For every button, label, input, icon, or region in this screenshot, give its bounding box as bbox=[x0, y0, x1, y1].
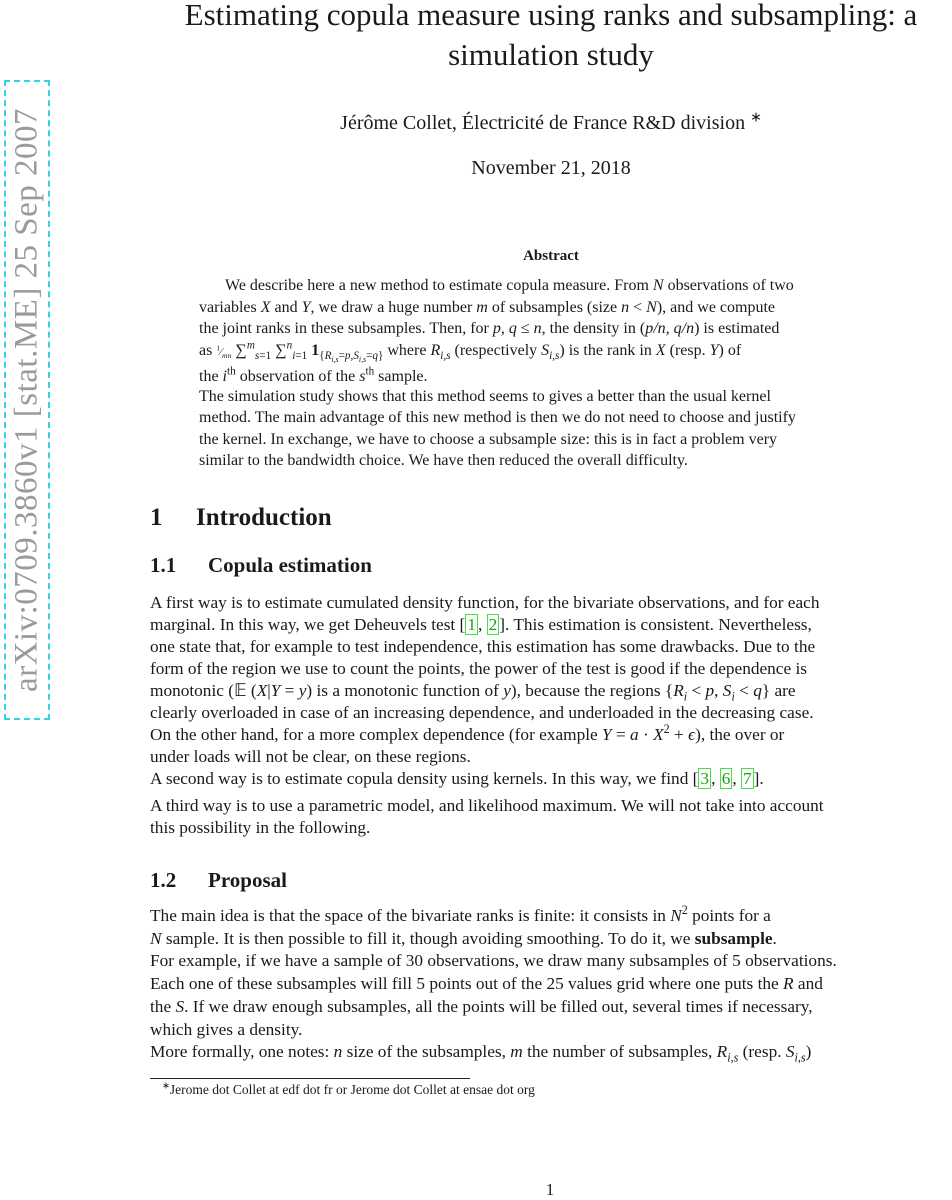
section-title: Introduction bbox=[196, 504, 332, 531]
body-line: form of the region we use to count the points, the power of the test is good if the dependence is bbox=[150, 659, 807, 678]
arxiv-stamp-text: arXiv:0709.3860v1 [stat.ME] 25 Sep 2007 bbox=[8, 107, 45, 693]
citation-link[interactable]: 1 bbox=[467, 615, 476, 634]
page-number: 1 bbox=[545, 1180, 555, 1199]
paper-date: November 21, 2018 bbox=[471, 157, 631, 179]
body-line: On the other hand, for a more complex dependence (for example $Y = a \cdot X^2 + \epsilon$), the over or bbox=[150, 722, 785, 744]
paper-title-line-1: Estimating copula measure using ranks and subsampling: a bbox=[184, 0, 918, 32]
author-footnote-mark: ∗ bbox=[750, 110, 762, 126]
abstract-line: the joint ranks in these subsamples. Then, for p, q ≤ n, the density in (p/n, q/n) is estimated bbox=[199, 320, 780, 337]
body-line: A first way is to estimate cumulated density function, for the bivariate observations, and for each bbox=[150, 593, 820, 612]
body-line: under loads will not be clear, on these regions. bbox=[150, 747, 471, 766]
body-line: A third way is to use a parametric model, and likelihood maximum. We will not take into account bbox=[150, 796, 824, 815]
abstract-line: the $i^{th}$ observation of the $s^{th}$ sample. bbox=[199, 365, 428, 385]
citation-link[interactable]: 6 bbox=[721, 769, 731, 788]
body-line: which gives a density. bbox=[150, 1020, 303, 1039]
body-line: A second way is to estimate copula density using kernels. In this way, we find [ 3 , 6 , 7 ]. bbox=[150, 769, 764, 788]
body-line: this possibility in the following. bbox=[150, 818, 371, 837]
section-heading-introduction bbox=[150, 504, 332, 532]
citation-link[interactable]: 2 bbox=[488, 615, 498, 634]
abstract-heading: Abstract bbox=[523, 248, 579, 264]
subsection-number: 1.2 bbox=[150, 868, 177, 892]
paper-title-line-2: simulation study bbox=[448, 37, 654, 72]
abstract-line: method. The main advantage of this new method is then we do not need to choose and justify bbox=[199, 409, 796, 426]
footnote-mark: ∗ bbox=[162, 1081, 170, 1092]
abstract-line: as $^1⁄_{mn}$ ∑$^m_{s=1}$ ∑$^n_{i=1}$ $1_{\{R_{i,s}=p,S_{i,s}=q\}}$ where $R_{i,s}$ (respectively $S_{i,s}$) is the rank in X (resp. Y) of bbox=[199, 339, 742, 365]
subsection-heading-copula-estimation bbox=[150, 553, 372, 578]
author-name: Jérôme Collet, Électricité de France R&D division bbox=[340, 112, 746, 134]
author-line bbox=[150, 112, 952, 135]
subsection-title: Proposal bbox=[208, 868, 287, 892]
footnote-rule bbox=[150, 1078, 470, 1079]
footnote bbox=[162, 1082, 535, 1098]
body-line: marginal. In this way, we get Deheuvels test [ 1 , 2 ]. This estimation is consistent. Nevertheless, bbox=[150, 615, 812, 634]
citation-link[interactable]: 3 bbox=[700, 769, 710, 788]
subsection-title: Copula estimation bbox=[208, 553, 372, 577]
body-line: The main idea is that the space of the bivariate ranks is finite: it consists in $N^2$ points for a bbox=[150, 903, 771, 925]
footnote-text: Jerome dot Collet at edf dot fr or Jerome dot Collet at ensae dot org bbox=[169, 1082, 535, 1097]
body-line: For example, if we have a sample of 30 observations, we draw many subsamples of 5 observations. bbox=[150, 951, 837, 970]
body-line: clearly overloaded in case of an increasing dependence, and underloaded in the decreasing case. bbox=[150, 703, 814, 722]
arxiv-side-stamp bbox=[4, 80, 50, 720]
body-line: Each one of these subsamples will fill 5 points out of the 25 values grid where one puts the R and bbox=[150, 974, 823, 993]
subsection-number: 1.1 bbox=[150, 553, 177, 577]
abstract-line: variables X and Y, we draw a huge number m of subsamples (size n < N), and we compute bbox=[199, 299, 776, 316]
body-line: monotonic (𝔼 (X|Y = y) is a monotonic function of y), because the regions {$R_i < p$, $S_i < q$} are bbox=[150, 681, 796, 704]
abstract-line: The simulation study shows that this method seems to gives a better than the usual kernel bbox=[199, 388, 771, 405]
abstract-line: We describe here a new method to estimate copula measure. From N observations of two bbox=[225, 277, 794, 294]
citation-link[interactable]: 7 bbox=[742, 769, 752, 788]
section-number: 1 bbox=[150, 504, 163, 531]
body-line: N sample. It is then possible to fill it, though avoiding smoothing. To do it, we subsample. bbox=[150, 929, 777, 948]
subsection-heading-proposal bbox=[150, 868, 287, 893]
abstract-line: the kernel. In exchange, we have to choose a subsample size: this is in fact a problem very bbox=[199, 431, 778, 448]
abstract-line: similar to the bandwidth choice. We have then reduced the overall difficulty. bbox=[199, 452, 688, 469]
body-line: More formally, one notes: n size of the subsamples, m the number of subsamples, $R_{i,s}$ (resp. $S_{i,s}$) bbox=[150, 1042, 812, 1065]
body-line: one state that, for example to test independence, this estimation has some drawbacks. Due to the bbox=[150, 637, 816, 656]
body-line: the S. If we draw enough subsamples, all the points will be filled out, several times if necessary, bbox=[150, 997, 813, 1016]
